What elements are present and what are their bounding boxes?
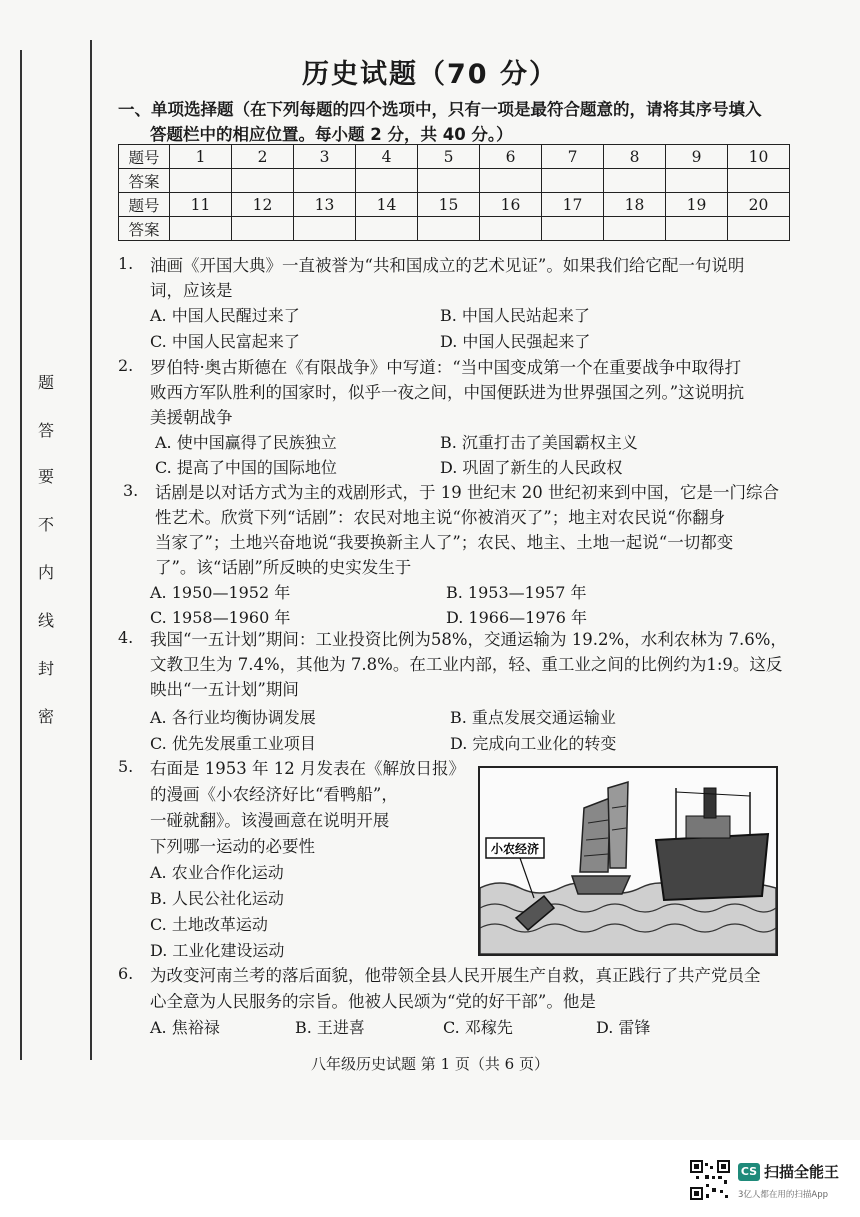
cartoon-illustration	[478, 766, 778, 956]
question-text: 映出“一五计划”期间	[150, 680, 299, 699]
grid-row-label: 题号	[119, 145, 170, 169]
grid-number-cell: 1	[170, 145, 232, 169]
seal-char: 封	[38, 659, 55, 678]
grid-number-cell: 6	[480, 145, 542, 169]
question-text: 右面是 1953 年 12 月发表在《解放日报》	[150, 759, 465, 778]
question-text: 我国“一五计划”期间：工业投资比例为58%，交通运输为 19.2%，水利农林为 7.6%，	[150, 630, 787, 649]
grid-answer-cell[interactable]	[666, 217, 728, 241]
option-a[interactable]: A. 焦裕禄	[150, 1018, 220, 1037]
grid-number-cell: 10	[728, 145, 790, 169]
option-c[interactable]: C. 优先发展重工业项目	[150, 734, 316, 753]
question-number: 1.	[118, 254, 134, 273]
page-title: 历史试题（70 分）	[302, 59, 558, 90]
grid-answer-cell[interactable]	[604, 169, 666, 193]
grid-number-cell: 7	[542, 145, 604, 169]
option-a[interactable]: A. 农业合作化运动	[150, 863, 284, 882]
grid-row-label: 答案	[119, 169, 170, 193]
margin-line-left	[20, 50, 22, 1060]
scanner-brand: 扫描全能王	[764, 1163, 840, 1181]
grid-number-cell: 4	[356, 145, 418, 169]
option-c[interactable]: C. 中国人民富起来了	[150, 332, 300, 351]
option-a[interactable]: A. 各行业均衡协调发展	[150, 708, 316, 727]
grid-answer-cell[interactable]	[418, 169, 480, 193]
cartoon-label: 小农经济	[490, 842, 540, 856]
seal-char: 答	[38, 421, 55, 440]
grid-answer-row	[119, 169, 790, 193]
grid-number-cell: 8	[604, 145, 666, 169]
qr-code-icon	[690, 1160, 730, 1200]
question-text: 败西方军队胜利的国家时，似乎一夜之间，中国便跃进为世界强国之列。”这说明抗	[150, 383, 745, 402]
grid-number-cell: 12	[232, 193, 294, 217]
option-b[interactable]: B. 王进喜	[295, 1018, 365, 1037]
grid-number-cell: 5	[418, 145, 480, 169]
question-text: 一碰就翻》。该漫画意在说明开展	[150, 811, 390, 830]
grid-number-cell: 2	[232, 145, 294, 169]
question-number: 5.	[118, 757, 134, 776]
option-d[interactable]: D. 工业化建设运动	[150, 941, 285, 960]
grid-number-row	[119, 145, 790, 169]
option-b[interactable]: B. 重点发展交通运输业	[450, 708, 616, 727]
option-a[interactable]: A. 中国人民醒过来了	[150, 306, 300, 325]
grid-answer-cell[interactable]	[170, 217, 232, 241]
grid-number-cell: 3	[294, 145, 356, 169]
grid-answer-cell[interactable]	[356, 217, 418, 241]
grid-answer-cell[interactable]	[542, 217, 604, 241]
question-text: 性艺术。欣赏下列“话剧”：农民对地主说“你被消灭了”；地主对农民说“你翻身	[155, 508, 726, 527]
question-text: 词，应该是	[150, 281, 233, 300]
option-a[interactable]: A. 1950—1952 年	[150, 583, 291, 602]
seal-char: 密	[38, 707, 55, 726]
seal-char: 线	[38, 611, 55, 630]
option-d[interactable]: D. 巩固了新生的人民政权	[440, 458, 623, 477]
grid-number-cell: 17	[542, 193, 604, 217]
margin-line-right	[90, 40, 92, 1060]
question-text: 当家了”；土地兴奋地说“我要换新主人了”；农民、地主、土地一起说“一切都变	[155, 533, 734, 552]
question-number: 2.	[118, 356, 134, 375]
scanner-slogan: 3亿人都在用的扫描App	[738, 1190, 829, 1200]
question-text: 油画《开国大典》一直被誉为“共和国成立的艺术见证”。如果我们给它配一句说明	[150, 256, 745, 275]
question-number: 4.	[118, 628, 134, 647]
grid-answer-cell[interactable]	[418, 217, 480, 241]
cs-logo-icon: CS	[738, 1163, 760, 1181]
grid-answer-cell[interactable]	[170, 169, 232, 193]
question-number: 3.	[123, 481, 139, 500]
grid-number-cell: 20	[728, 193, 790, 217]
grid-number-cell: 16	[480, 193, 542, 217]
option-d[interactable]: D. 雷锋	[596, 1018, 651, 1037]
question-text: 罗伯特·奥古斯德在《有限战争》中写道：“当中国变成第一个在重要战争中取得打	[150, 358, 742, 377]
grid-answer-cell[interactable]	[728, 217, 790, 241]
option-b[interactable]: B. 1953—1957 年	[446, 583, 587, 602]
grid-answer-cell[interactable]	[480, 169, 542, 193]
grid-answer-cell[interactable]	[294, 217, 356, 241]
option-c[interactable]: C. 土地改革运动	[150, 915, 268, 934]
grid-answer-cell[interactable]	[232, 169, 294, 193]
grid-answer-cell[interactable]	[480, 217, 542, 241]
grid-number-cell: 11	[170, 193, 232, 217]
grid-answer-cell[interactable]	[542, 169, 604, 193]
grid-number-cell: 18	[604, 193, 666, 217]
grid-number-cell: 9	[666, 145, 728, 169]
seal-char: 题	[38, 373, 55, 392]
grid-row-label: 题号	[119, 193, 170, 217]
seal-char: 要	[38, 467, 55, 486]
option-c[interactable]: C. 提高了中国的国际地位	[155, 458, 337, 477]
option-d[interactable]: D. 中国人民强起来了	[440, 332, 591, 351]
question-text: 美援朝战争	[150, 408, 233, 427]
grid-answer-cell[interactable]	[604, 217, 666, 241]
grid-answer-cell[interactable]	[728, 169, 790, 193]
answer-grid	[118, 144, 790, 241]
grid-number-cell: 15	[418, 193, 480, 217]
seal-char: 不	[38, 515, 55, 534]
section-heading: 一、单项选择题（在下列每题的四个选项中，只有一项是最符合题意的，请将其序号填入	[118, 100, 762, 119]
option-c[interactable]: C. 1958—1960 年	[150, 608, 291, 627]
seal-char: 内	[38, 563, 55, 582]
option-d[interactable]: D. 完成向工业化的转变	[450, 734, 617, 753]
option-d[interactable]: D. 1966—1976 年	[446, 608, 587, 627]
grid-number-cell: 14	[356, 193, 418, 217]
grid-answer-cell[interactable]	[294, 169, 356, 193]
option-b[interactable]: B. 沉重打击了美国霸权主义	[440, 433, 638, 452]
question-text: 文教卫生为 7.4%，其他为 7.8%。在工业内部，轻、重工业之间的比例约为1:9。这反	[150, 655, 783, 674]
cartoon-drawing	[480, 768, 776, 954]
grid-answer-cell[interactable]	[666, 169, 728, 193]
question-text: 下列哪一运动的必要性	[150, 837, 315, 856]
option-c[interactable]: C. 邓稼先	[443, 1018, 513, 1037]
page-footer: 八年级历史试题 第 1 页（共 6 页）	[311, 1055, 549, 1073]
option-b[interactable]: B. 人民公社化运动	[150, 889, 284, 908]
grid-row-label: 答案	[119, 217, 170, 241]
option-b[interactable]: B. 中国人民站起来了	[440, 306, 590, 325]
grid-answer-row	[119, 217, 790, 241]
grid-number-row	[119, 193, 790, 217]
grid-answer-cell[interactable]	[356, 169, 418, 193]
question-text: 的漫画《小农经济好比“看鸭船”，	[150, 785, 398, 804]
question-text: 了”。该“话剧”所反映的史实发生于	[155, 558, 412, 577]
question-text: 心全意为人民服务的宗旨。他被人民颂为“党的好干部”。他是	[150, 992, 596, 1011]
section-heading-cont: 答题栏中的相应位置。每小题 2 分，共 40 分。）	[150, 125, 513, 144]
grid-answer-cell[interactable]	[232, 217, 294, 241]
question-number: 6.	[118, 964, 134, 983]
question-text: 为改变河南兰考的落后面貌，他带领全县人民开展生产自救，真正践行了共产党员全	[150, 966, 761, 985]
question-text: 话剧是以对话方式为主的戏剧形式，于 19 世纪末 20 世纪初来到中国，它是一门综合	[155, 483, 779, 502]
grid-number-cell: 19	[666, 193, 728, 217]
option-a[interactable]: A. 使中国赢得了民族独立	[155, 433, 337, 452]
grid-number-cell: 13	[294, 193, 356, 217]
